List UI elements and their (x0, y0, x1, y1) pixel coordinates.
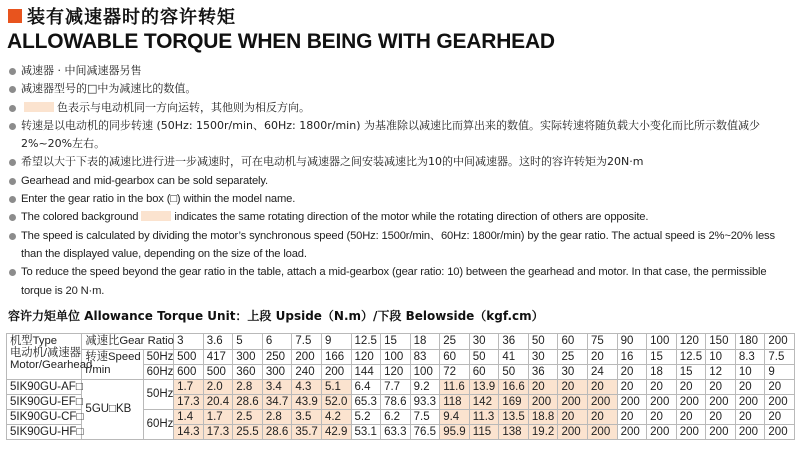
gear-ratio-cell: 150 (706, 334, 736, 350)
torque-50hz-kgf-cell: 200 (706, 395, 736, 410)
speed-50hz-cell: 100 (381, 350, 411, 365)
gear-ratio-cell: 90 (617, 334, 647, 350)
gear-ratio-cell: 12.5 (351, 334, 381, 350)
torque-50hz-kgf-cell: 17.3 (174, 395, 204, 410)
speed-50hz-cell: 16 (617, 350, 647, 365)
speed-60hz-cell: 360 (233, 365, 263, 380)
torque-50hz-nm-cell: 13.9 (469, 380, 499, 395)
note-text: indicates the same rotating direction of the motor while the rotating direction of others are opposite. (174, 211, 649, 224)
torque-50hz-nm-cell: 6.4 (351, 380, 381, 395)
table-title: 容许力矩单位 Allowance Torque Unit：上段 Upside（N.m）/下段 Belowside（kgf.cm） (8, 309, 544, 323)
note-item: To reduce the speed beyond the gear ratio in the table, attach a mid-gearbox (gear ratio: 10) between the gearhead and motor. In that case, the permissible torque is 20 N·m. (8, 263, 794, 300)
speed-50hz-cell: 250 (262, 350, 292, 365)
torque-50hz-kgf-cell: 93.3 (410, 395, 440, 410)
speed-60hz-cell: 18 (647, 365, 677, 380)
torque-60hz-kgf-cell: 95.9 (440, 425, 470, 440)
gear-ratio-cell: 30 (469, 334, 499, 350)
motor-reducer-en-label: Motor/Gearhead (10, 359, 93, 371)
torque-60hz-nm-cell: 20 (706, 410, 736, 425)
torque-50hz-nm-cell: 20 (588, 380, 618, 395)
torque-50hz-nm-cell: 20 (735, 380, 765, 395)
title-cn-text: 装有减速器时的容许转矩 (27, 7, 236, 28)
torque-60hz-kgf-cell: 138 (499, 425, 529, 440)
torque-50hz-nm-cell: 4.3 (292, 380, 322, 395)
speed-50hz-cell: 25 (558, 350, 588, 365)
gear-ratio-cell: 5 (233, 334, 263, 350)
torque-50hz-kgf-cell: 200 (617, 395, 647, 410)
speed-60hz-cell: 500 (203, 365, 233, 380)
gearhead-cell: 5GU□KB (82, 380, 143, 440)
torque-60hz-kgf-cell: 19.2 (528, 425, 558, 440)
orange-square-icon (8, 9, 22, 23)
torque-50hz-nm-cell: 16.6 (499, 380, 529, 395)
speed-60hz-cell: 36 (528, 365, 558, 380)
torque-50hz-kgf-cell: 52.0 (321, 395, 351, 410)
notes-list (8, 62, 794, 300)
torque-50hz-kgf-cell: 34.7 (262, 395, 292, 410)
torque-50hz-nm-cell: 1.7 (174, 380, 204, 395)
speed-50hz-cell: 20 (588, 350, 618, 365)
note-item: 转速是以电动机的同步转速 (50Hz: 1500r/min、60Hz: 1800r/min) 为基准除以减速比而算出来的数值。实际转速将随负载大小变化而比所示数值减少2%~20%左右。 (8, 117, 794, 154)
speed-60hz-cell: 30 (558, 365, 588, 380)
torque-50hz-nm-cell: 2.8 (233, 380, 263, 395)
torque-50hz-nm-cell: 20 (676, 380, 706, 395)
model-cell: 5IK90GU-EF□ (7, 395, 82, 410)
torque-60hz-kgf-cell: 200 (676, 425, 706, 440)
torque-50hz-nm-cell: 7.7 (381, 380, 411, 395)
note-text: The colored background (21, 211, 139, 224)
gear-ratio-cell: 100 (647, 334, 677, 350)
torque-50hz-nm-cell: 11.6 (440, 380, 470, 395)
note-item: The speed is calculated by dividing the motor’s synchronous speed (50Hz: 1500r/min、60Hz: 1800r/min) by the gear ratio. The actual speed is 2%~20% less than the displayed value, depending on the size of the load. (8, 227, 794, 264)
torque-60hz-kgf-cell: 200 (706, 425, 736, 440)
torque-60hz-nm-cell: 20 (735, 410, 765, 425)
torque-60hz-nm-cell: 4.2 (321, 410, 351, 425)
note-item: 希望以大于下表的减速比进行进一步减速时，可在电动机与减速器之间安装减速比为10的中间减速器。这时的容许转矩为20N·m (8, 153, 794, 171)
torque-60hz-kgf-cell: 200 (765, 425, 795, 440)
torque-50hz-nm-cell: 20 (647, 380, 677, 395)
torque-60hz-nm-cell: 20 (588, 410, 618, 425)
gear-ratio-cell: 200 (765, 334, 795, 350)
model-type-label: 机型Type (10, 335, 58, 347)
table-row (7, 334, 795, 350)
hz60-label: 60Hz (143, 365, 174, 380)
torque-60hz-nm-cell: 13.5 (499, 410, 529, 425)
speed-60hz-cell: 50 (499, 365, 529, 380)
hz60-torque-label: 60Hz (143, 410, 174, 440)
speed-60hz-cell: 9 (765, 365, 795, 380)
torque-50hz-kgf-cell: 78.6 (381, 395, 411, 410)
torque-60hz-nm-cell: 20 (765, 410, 795, 425)
torque-50hz-nm-cell: 20 (617, 380, 647, 395)
torque-60hz-nm-cell: 20 (558, 410, 588, 425)
motor-reducer-label: 电动机/减速器 (10, 347, 81, 359)
note-item: 减速器型号的□中为减速比的数值。 (8, 80, 794, 98)
torque-50hz-nm-cell: 9.2 (410, 380, 440, 395)
model-cell: 5IK90GU-AF□ (7, 380, 82, 395)
torque-60hz-kgf-cell: 25.5 (233, 425, 263, 440)
torque-60hz-nm-cell: 7.5 (410, 410, 440, 425)
speed-60hz-cell: 100 (410, 365, 440, 380)
torque-60hz-nm-cell: 1.7 (203, 410, 233, 425)
gear-ratio-cell: 18 (410, 334, 440, 350)
gear-ratio-cell: 3 (174, 334, 204, 350)
torque-60hz-kgf-cell: 200 (558, 425, 588, 440)
torque-table (6, 333, 795, 440)
torque-50hz-kgf-cell: 28.6 (233, 395, 263, 410)
speed-60hz-cell: 240 (292, 365, 322, 380)
torque-50hz-kgf-cell: 169 (499, 395, 529, 410)
gear-ratio-label: 减速比Gear Ratio (82, 334, 174, 350)
torque-60hz-nm-cell: 3.5 (292, 410, 322, 425)
torque-50hz-nm-cell: 20 (558, 380, 588, 395)
speed-50hz-cell: 200 (292, 350, 322, 365)
torque-60hz-nm-cell: 2.8 (262, 410, 292, 425)
section-title-cn (8, 3, 236, 29)
torque-60hz-kgf-cell: 17.3 (203, 425, 233, 440)
speed-60hz-cell: 600 (174, 365, 204, 380)
torque-60hz-kgf-cell: 76.5 (410, 425, 440, 440)
torque-60hz-nm-cell: 9.4 (440, 410, 470, 425)
gear-ratio-cell: 60 (558, 334, 588, 350)
gear-ratio-cell: 36 (499, 334, 529, 350)
torque-60hz-nm-cell: 20 (617, 410, 647, 425)
model-cell: 5IK90GU-CF□ (7, 410, 82, 425)
torque-50hz-nm-cell: 5.1 (321, 380, 351, 395)
speed-50hz-cell: 83 (410, 350, 440, 365)
speed-50hz-cell: 60 (440, 350, 470, 365)
gear-ratio-cell: 25 (440, 334, 470, 350)
speed-50hz-cell: 7.5 (765, 350, 795, 365)
hz50-torque-label: 50Hz (143, 380, 174, 410)
note-item: Gearhead and mid-gearbox can be sold separately. (8, 172, 794, 190)
note-item: 减速器 · 中间减速器另售 (8, 62, 794, 80)
torque-50hz-nm-cell: 20 (528, 380, 558, 395)
torque-50hz-nm-cell: 3.4 (262, 380, 292, 395)
speed-50hz-cell: 8.3 (735, 350, 765, 365)
torque-60hz-nm-cell: 5.2 (351, 410, 381, 425)
speed-50hz-cell: 30 (528, 350, 558, 365)
speed-60hz-cell: 20 (617, 365, 647, 380)
torque-60hz-nm-cell: 11.3 (469, 410, 499, 425)
torque-60hz-kgf-cell: 28.6 (262, 425, 292, 440)
torque-60hz-kgf-cell: 200 (735, 425, 765, 440)
speed-50hz-cell: 15 (647, 350, 677, 365)
note-text: 色表示与电动机同一方向运转，其他则为相反方向。 (57, 100, 310, 114)
speed-50hz-cell: 166 (321, 350, 351, 365)
speed-50hz-cell: 417 (203, 350, 233, 365)
torque-50hz-kgf-cell: 43.9 (292, 395, 322, 410)
speed-50hz-cell: 41 (499, 350, 529, 365)
speed-50hz-cell: 10 (706, 350, 736, 365)
torque-60hz-nm-cell: 18.8 (528, 410, 558, 425)
speed-60hz-cell: 60 (469, 365, 499, 380)
gear-ratio-cell: 9 (321, 334, 351, 350)
color-swatch-icon (141, 211, 171, 221)
torque-50hz-kgf-cell: 200 (647, 395, 677, 410)
torque-60hz-nm-cell: 1.4 (174, 410, 204, 425)
color-swatch-icon (24, 102, 54, 112)
torque-50hz-kgf-cell: 65.3 (351, 395, 381, 410)
speed-60hz-cell: 144 (351, 365, 381, 380)
speed-60hz-cell: 120 (381, 365, 411, 380)
speed-50hz-cell: 500 (174, 350, 204, 365)
gear-ratio-cell: 15 (381, 334, 411, 350)
note-item (8, 208, 794, 226)
speed-50hz-cell: 50 (469, 350, 499, 365)
torque-60hz-kgf-cell: 200 (588, 425, 618, 440)
speed-60hz-cell: 10 (735, 365, 765, 380)
torque-60hz-kgf-cell: 200 (647, 425, 677, 440)
table-row (7, 380, 795, 395)
torque-50hz-nm-cell: 2.0 (203, 380, 233, 395)
gear-ratio-cell: 50 (528, 334, 558, 350)
torque-60hz-kgf-cell: 42.9 (321, 425, 351, 440)
torque-50hz-kgf-cell: 118 (440, 395, 470, 410)
torque-50hz-kgf-cell: 200 (735, 395, 765, 410)
torque-table-body (7, 334, 795, 440)
torque-50hz-nm-cell: 20 (706, 380, 736, 395)
gear-ratio-cell: 120 (676, 334, 706, 350)
torque-60hz-kgf-cell: 200 (617, 425, 647, 440)
note-item (8, 99, 794, 117)
speed-60hz-cell: 15 (676, 365, 706, 380)
torque-60hz-kgf-cell: 63.3 (381, 425, 411, 440)
torque-60hz-nm-cell: 20 (676, 410, 706, 425)
torque-50hz-kgf-cell: 20.4 (203, 395, 233, 410)
speed-50hz-cell: 300 (233, 350, 263, 365)
torque-60hz-nm-cell: 20 (647, 410, 677, 425)
torque-50hz-kgf-cell: 200 (588, 395, 618, 410)
torque-60hz-nm-cell: 6.2 (381, 410, 411, 425)
speed-50hz-cell: 120 (351, 350, 381, 365)
torque-50hz-kgf-cell: 200 (528, 395, 558, 410)
speed-50hz-cell: 12.5 (676, 350, 706, 365)
torque-50hz-nm-cell: 20 (765, 380, 795, 395)
speed-60hz-cell: 200 (321, 365, 351, 380)
torque-60hz-nm-cell: 2.5 (233, 410, 263, 425)
section-title-en: ALLOWABLE TORQUE WHEN BEING WITH GEARHEAD (7, 30, 555, 53)
speed-unit-label: r/min (85, 364, 111, 376)
torque-50hz-kgf-cell: 200 (765, 395, 795, 410)
speed-60hz-cell: 12 (706, 365, 736, 380)
torque-60hz-kgf-cell: 115 (469, 425, 499, 440)
note-item: Enter the gear ratio in the box (□) within the model name. (8, 190, 794, 208)
speed-60hz-cell: 300 (262, 365, 292, 380)
speed-label: 转速Speed (85, 351, 141, 363)
torque-50hz-kgf-cell: 200 (558, 395, 588, 410)
gear-ratio-cell: 7.5 (292, 334, 322, 350)
speed-60hz-cell: 24 (588, 365, 618, 380)
torque-60hz-kgf-cell: 35.7 (292, 425, 322, 440)
torque-60hz-kgf-cell: 14.3 (174, 425, 204, 440)
torque-60hz-kgf-cell: 53.1 (351, 425, 381, 440)
speed-60hz-cell: 72 (440, 365, 470, 380)
gear-ratio-cell: 3.6 (203, 334, 233, 350)
model-header-cell (7, 334, 93, 380)
torque-50hz-kgf-cell: 142 (469, 395, 499, 410)
model-cell: 5IK90GU-HF□ (7, 425, 82, 440)
table-row (7, 350, 795, 365)
gear-ratio-cell: 75 (588, 334, 618, 350)
gear-ratio-cell: 6 (262, 334, 292, 350)
torque-50hz-kgf-cell: 200 (676, 395, 706, 410)
gear-ratio-cell: 180 (735, 334, 765, 350)
speed-header-cell (82, 350, 143, 380)
hz50-label: 50Hz (143, 350, 174, 365)
